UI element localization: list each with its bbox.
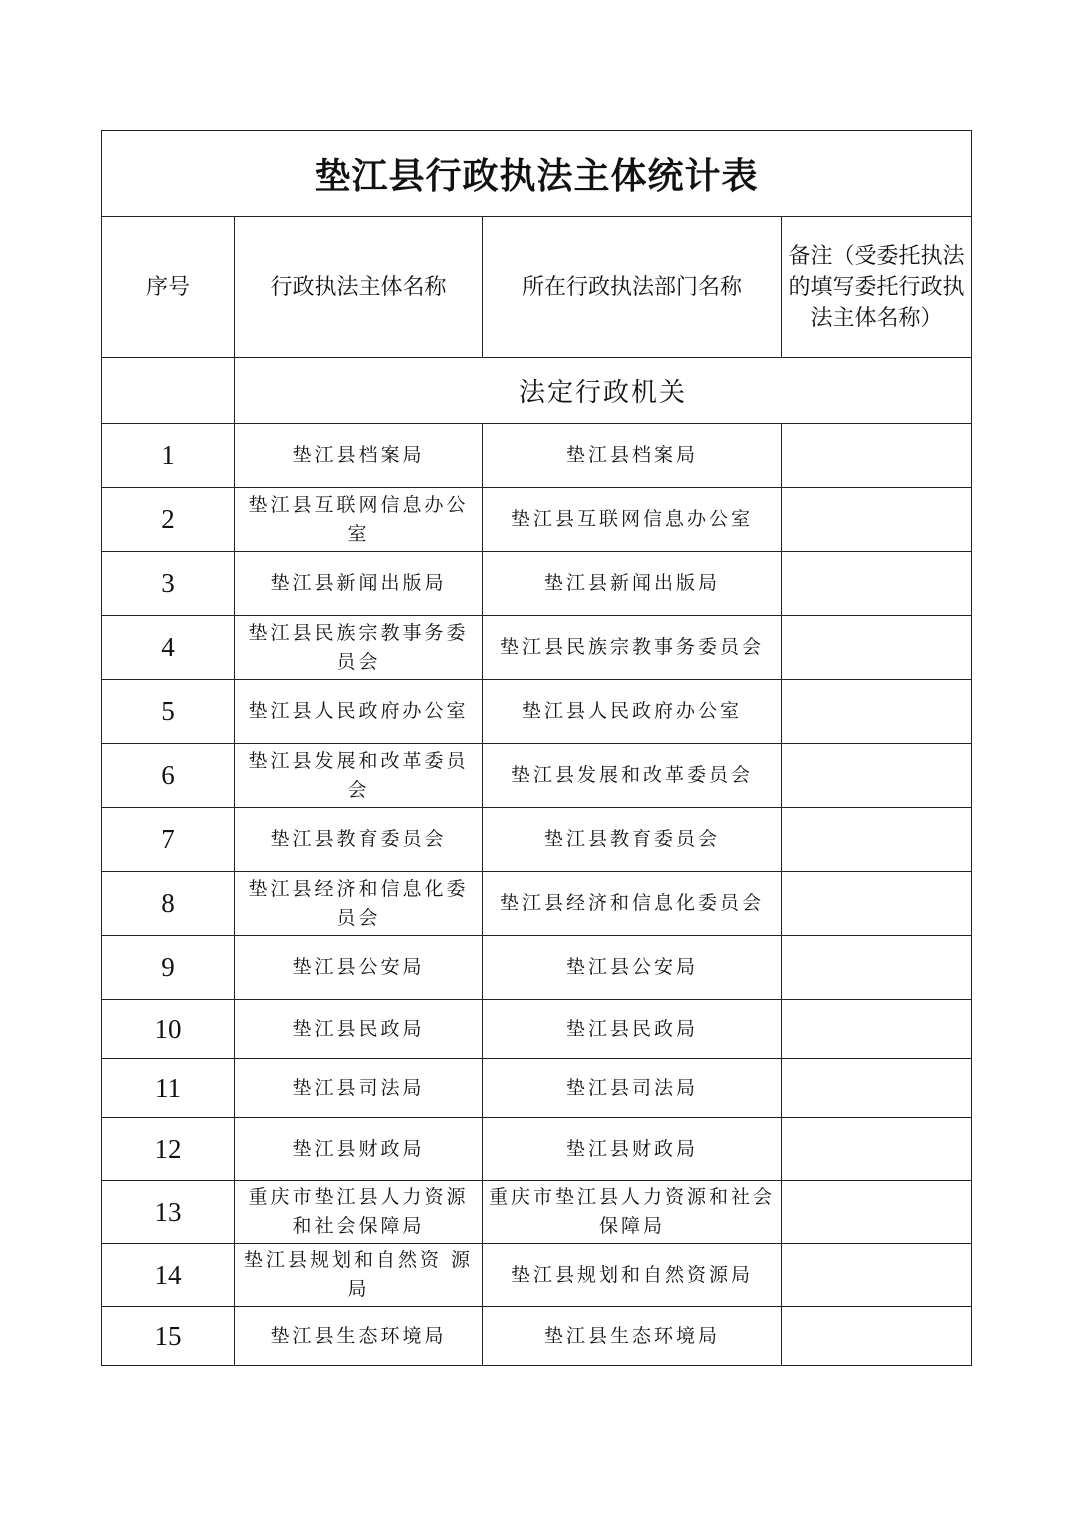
row-department-name: 垫江县民族宗教事务委员会: [483, 616, 782, 680]
table-row: [102, 1244, 972, 1307]
table-row: [102, 936, 972, 1000]
row-remark: [782, 744, 972, 808]
table-row: [102, 1118, 972, 1181]
row-remark: [782, 616, 972, 680]
row-department-name: 垫江县公安局: [483, 936, 782, 1000]
table-row: [102, 872, 972, 936]
row-remark: [782, 1000, 972, 1059]
row-subject-name: 重庆市垫江县人力资源和社会保障局: [235, 1181, 483, 1244]
row-remark: [782, 552, 972, 616]
row-remark: [782, 488, 972, 552]
row-index: 5: [102, 680, 235, 744]
row-index: 12: [102, 1118, 235, 1181]
header-row: [102, 217, 972, 358]
row-remark: [782, 1059, 972, 1118]
table-row: [102, 424, 972, 488]
table-row: [102, 616, 972, 680]
row-subject-name: 垫江县互联网信息办公室: [235, 488, 483, 552]
row-remark: [782, 872, 972, 936]
row-department-name: 垫江县经济和信息化委员会: [483, 872, 782, 936]
row-subject-name: 垫江县民政局: [235, 1000, 483, 1059]
row-department-name: 垫江县新闻出版局: [483, 552, 782, 616]
row-department-name: 垫江县生态环境局: [483, 1307, 782, 1366]
row-index: 11: [102, 1059, 235, 1118]
row-remark: [782, 680, 972, 744]
row-department-name: 垫江县财政局: [483, 1118, 782, 1181]
row-remark: [782, 936, 972, 1000]
row-subject-name: 垫江县司法局: [235, 1059, 483, 1118]
table-title: 垫江县行政执法主体统计表: [102, 131, 972, 217]
row-department-name: 垫江县档案局: [483, 424, 782, 488]
row-subject-name: 垫江县生态环境局: [235, 1307, 483, 1366]
row-subject-name: 垫江县公安局: [235, 936, 483, 1000]
table-row: [102, 1000, 972, 1059]
row-department-name: 垫江县教育委员会: [483, 808, 782, 872]
row-subject-name: 垫江县财政局: [235, 1118, 483, 1181]
table-row: [102, 552, 972, 616]
row-subject-name: 垫江县民族宗教事务委员会: [235, 616, 483, 680]
row-subject-name: 垫江县人民政府办公室: [235, 680, 483, 744]
header-subject-name: 行政执法主体名称: [235, 217, 483, 358]
row-remark: [782, 1181, 972, 1244]
title-row: [102, 131, 972, 217]
row-index: 4: [102, 616, 235, 680]
row-index: 1: [102, 424, 235, 488]
row-subject-name: 垫江县发展和改革委员会: [235, 744, 483, 808]
row-department-name: 垫江县规划和自然资源局: [483, 1244, 782, 1307]
row-index: 3: [102, 552, 235, 616]
statistics-table: [101, 130, 972, 1366]
row-index: 14: [102, 1244, 235, 1307]
row-remark: [782, 1118, 972, 1181]
row-department-name: 垫江县民政局: [483, 1000, 782, 1059]
row-index: 15: [102, 1307, 235, 1366]
row-department-name: 垫江县人民政府办公室: [483, 680, 782, 744]
row-subject-name: 垫江县教育委员会: [235, 808, 483, 872]
row-department-name: 垫江县互联网信息办公室: [483, 488, 782, 552]
table-row: [102, 488, 972, 552]
row-subject-name: 垫江县规划和自然资 源局: [235, 1244, 483, 1307]
table-row: [102, 680, 972, 744]
row-remark: [782, 808, 972, 872]
table-row: [102, 808, 972, 872]
row-index: 2: [102, 488, 235, 552]
row-department-name: 重庆市垫江县人力资源和社会保障局: [483, 1181, 782, 1244]
row-remark: [782, 1244, 972, 1307]
row-index: 10: [102, 1000, 235, 1059]
row-index: 9: [102, 936, 235, 1000]
section-label: 法定行政机关: [235, 358, 972, 424]
row-index: 6: [102, 744, 235, 808]
section-empty-cell: [102, 358, 235, 424]
table-row: [102, 744, 972, 808]
row-department-name: 垫江县司法局: [483, 1059, 782, 1118]
row-index: 7: [102, 808, 235, 872]
row-subject-name: 垫江县经济和信息化委员会: [235, 872, 483, 936]
table-row: [102, 1307, 972, 1366]
table-row: [102, 1181, 972, 1244]
table-row: [102, 1059, 972, 1118]
row-subject-name: 垫江县档案局: [235, 424, 483, 488]
row-remark: [782, 1307, 972, 1366]
header-department-name: 所在行政执法部门名称: [483, 217, 782, 358]
row-remark: [782, 424, 972, 488]
row-subject-name: 垫江县新闻出版局: [235, 552, 483, 616]
header-remark: 备注（受委托执法的填写委托行政执法主体名称）: [782, 217, 972, 358]
row-index: 8: [102, 872, 235, 936]
row-index: 13: [102, 1181, 235, 1244]
header-index: 序号: [102, 217, 235, 358]
section-row: [102, 358, 972, 424]
row-department-name: 垫江县发展和改革委员会: [483, 744, 782, 808]
